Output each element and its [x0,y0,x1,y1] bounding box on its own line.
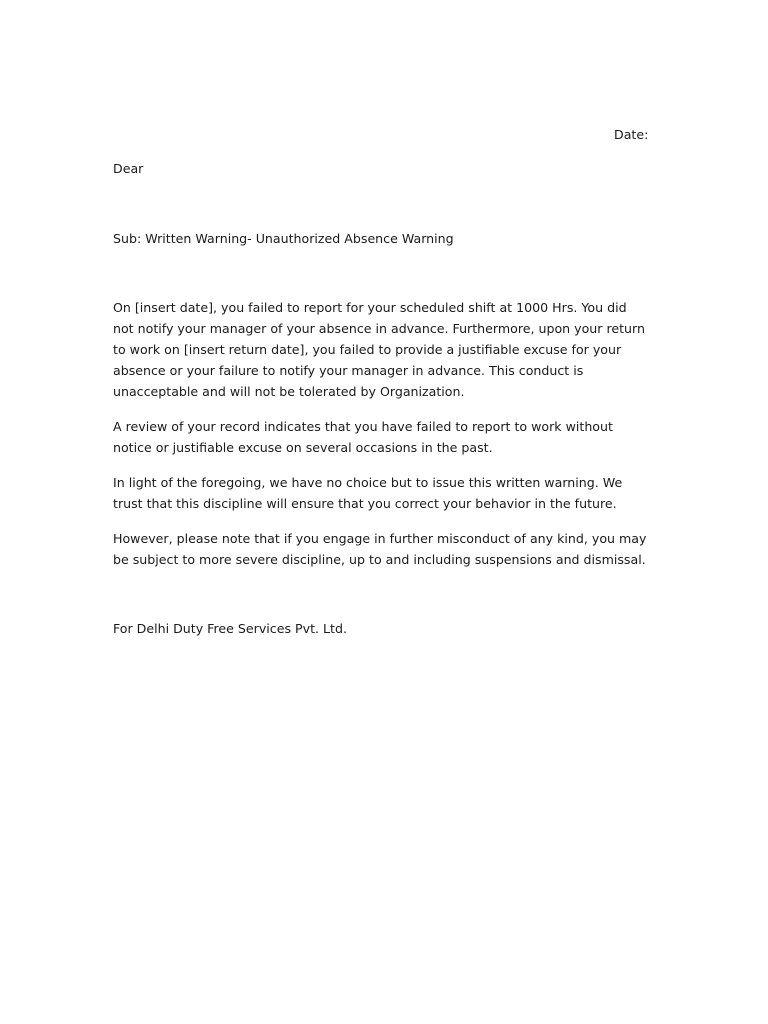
paragraph-1 [113,297,658,402]
paragraph-line: unacceptable and will not be tolerated by Organization. [113,384,465,399]
paragraph-4 [113,528,658,570]
paragraph-line: On [insert date], you failed to report for your scheduled shift at 1000 Hrs. You did [113,300,627,315]
paragraph-2 [113,416,658,458]
paragraph-line: to work on [insert return date], you failed to provide a justifiable excuse for your [113,342,622,357]
paragraph-3 [113,472,658,514]
paragraph-line: absence or your failure to notify your manager in advance. This conduct is [113,363,584,378]
paragraph-line: be subject to more severe discipline, up to and including suspensions and dismissal. [113,552,646,567]
paragraph-line: notice or justifiable excuse on several occasions in the past. [113,440,493,455]
paragraph-line: In light of the foregoing, we have no choice but to issue this written warning. We [113,475,623,490]
paragraph-line: However, please note that if you engage in further misconduct of any kind, you may [113,531,647,546]
paragraph-line: not notify your manager of your absence in advance. Furthermore, upon your return [113,321,645,336]
letter-body [113,297,658,584]
paragraph-line: trust that this discipline will ensure that you correct your behavior in the future. [113,496,617,511]
paragraph-line: A review of your record indicates that you have failed to report to work without [113,419,613,434]
subject-line: Sub: Written Warning- Unauthorized Absence Warning [113,231,454,246]
date-label: Date: [614,127,649,142]
signoff: For Delhi Duty Free Services Pvt. Ltd. [113,621,347,636]
salutation: Dear [113,161,144,176]
